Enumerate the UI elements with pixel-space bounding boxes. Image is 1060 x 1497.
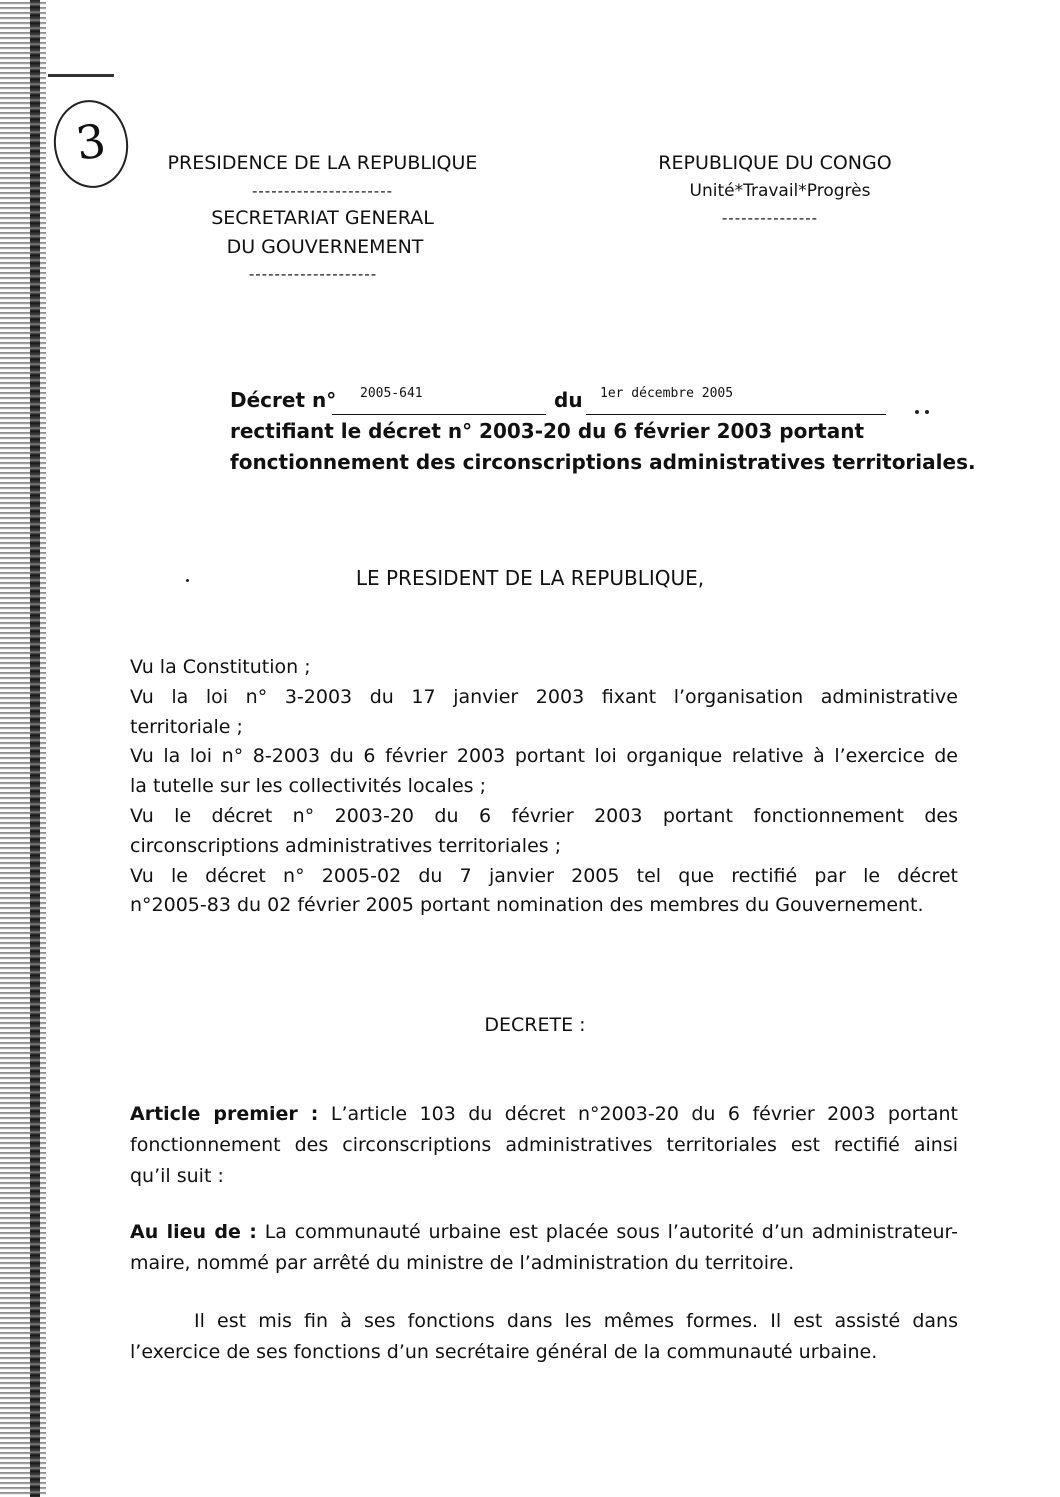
visa-line: Vu le décret n° 2005-02 du 7 janvier 2005 tel que rectifié par le décret [130, 864, 958, 887]
visa-line: Vu le décret n° 2003-20 du 6 février 2003 portant fonctionnement des [130, 804, 958, 827]
header-presidence: PRESIDENCE DE LA REPUBLIQUE [167, 152, 478, 174]
decree-subtitle-line-1: rectifiant le décret n° 2003-20 du 6 février 2003 portant [230, 419, 865, 443]
scan-speck [915, 410, 919, 414]
decrete-heading: DECRETE : [484, 1014, 586, 1036]
il-est-paragraph [130, 1306, 958, 1368]
header-gouvernement: DU GOUVERNEMENT [226, 236, 424, 258]
article-line-1 [130, 1099, 958, 1130]
visas-block [130, 653, 958, 921]
decree-title-line [230, 380, 910, 420]
decree-subtitle-line-2: fonctionnement des circonscriptions administratives territoriales. [230, 450, 976, 474]
visa-line: circonscriptions administratives territoriales ; [130, 834, 562, 857]
au-lieu-line-1 [130, 1217, 958, 1248]
scan-speck [925, 410, 929, 414]
president-heading: LE PRESIDENT DE LA REPUBLIQUE, [355, 566, 705, 590]
article-premier [130, 1099, 958, 1192]
visa-line: Vu la loi n° 8-2003 du 6 février 2003 portant loi organique relative à l’exercice de [130, 745, 958, 768]
handwritten-page-number: 3 [48, 95, 134, 192]
decree-number-field [332, 386, 546, 415]
decree-date-field [586, 386, 886, 415]
il-est-line-2: l’exercice de ses fonctions d’un secrétaire général de la communauté urbaine. [130, 1341, 878, 1363]
article-line-3: qu’il suit : [130, 1165, 224, 1187]
header-right-dash: --------------- [721, 209, 819, 227]
visa-line: Vu la Constitution ; [130, 656, 311, 678]
article-line-1-text: L’article 103 du décret n°2003-20 du 6 février 2003 portant [318, 1103, 958, 1125]
article-line-2: fonctionnement des circonscriptions administratives territoriales est rectifié ainsi [130, 1134, 958, 1156]
header-secretariat: SECRETARIAT GENERAL [211, 207, 434, 229]
decree-label: Décret n° [230, 388, 337, 412]
au-lieu-line-2: maire, nommé par arrêté du ministre de l’administration du territoire. [130, 1252, 795, 1274]
au-lieu-line-1-text: La communauté urbaine est placée sous l’autorité d’un administrateur- [256, 1221, 958, 1243]
header-republique-congo: REPUBLIQUE DU CONGO [658, 152, 892, 174]
visa-line: n°2005-83 du 02 février 2005 portant nomination des membres du Gouvernement. [130, 894, 924, 917]
visa-line: la tutelle sur les collectivités locales ; [130, 775, 486, 798]
header-motto: Unité*Travail*Progrès [689, 181, 871, 201]
header-left-dash-1: ---------------------- [251, 182, 394, 200]
au-lieu-de-block [130, 1217, 958, 1279]
decree-subtitle [230, 416, 976, 478]
decree-date: 1er décembre 2005 [600, 386, 734, 401]
au-lieu-label: Au lieu de : [130, 1221, 257, 1243]
top-margin-mark [48, 74, 114, 77]
decree-du-label: du [554, 388, 583, 412]
article-label: Article premier : [130, 1103, 319, 1125]
scan-edge-dark [30, 0, 40, 1497]
header-left-dash-2: -------------------- [248, 265, 378, 283]
visa-line: territoriale ; [130, 715, 243, 738]
visa-line: Vu la loi n° 3-2003 du 17 janvier 2003 fixant l’organisation administrative [130, 685, 958, 708]
decree-number: 2005-641 [360, 386, 423, 401]
il-est-line-1: Il est mis fin à ses fonctions dans les mêmes formes. Il est assisté dans [194, 1310, 958, 1332]
